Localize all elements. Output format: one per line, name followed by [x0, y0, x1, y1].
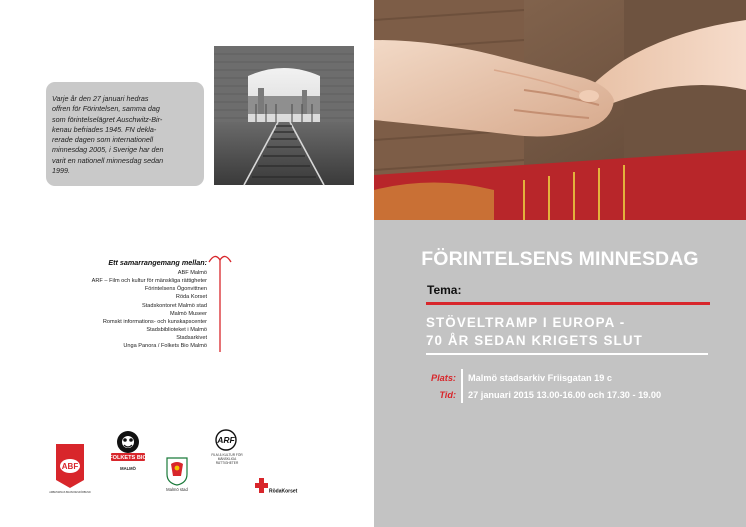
abf-logo [49, 444, 91, 494]
malmo-stad-logo [165, 456, 189, 486]
intro-line: offren för Förintelsen, samma dag [52, 104, 160, 114]
red-bracket-decoration [207, 250, 233, 355]
partner-item: Stadskontoret Malmö stad [142, 302, 207, 309]
roda-korset-logo [255, 478, 298, 496]
partner-item: ARF – Film och kultur för mänskliga rättigheter [91, 278, 207, 285]
arf-logo-text: ARF [217, 435, 235, 445]
intro-line: minnesdag 2005, i Sverige har den [52, 145, 164, 155]
abf-logo-text: ABF [61, 462, 79, 471]
abf-logo-caption: ARBETARNAS BILDNINGSFÖRBUND [49, 491, 91, 494]
theme-label: Tema: [427, 283, 462, 297]
auschwitz-gate-photo [214, 46, 354, 185]
intro-line: kenau befriades 1945. FN dekla- [52, 124, 157, 134]
partner-list [92, 269, 207, 351]
time-label: Tid: [439, 390, 456, 400]
theme-title-line: STÖVELTRAMP I EUROPA - [426, 315, 626, 330]
intro-line: Varje år den 27 januari hedras [52, 94, 149, 103]
intro-line: som förintelselägret Auschwitz-Bir- [52, 114, 163, 124]
event-title: FÖRINTELSENS MINNESDAG [421, 248, 699, 270]
theme-title [426, 314, 643, 349]
partner-item: ABF Malmö [177, 270, 207, 276]
partner-item: Unga Panora / Folkets Bio Malmö [123, 343, 207, 350]
intro-line: 1999. [52, 166, 70, 176]
info-divider-bar [461, 369, 463, 403]
partner-item: Röda Korset [175, 294, 207, 301]
time-value: 27 januari 2015 13.00-16.00 och 17.30 - 19.00 [468, 390, 662, 400]
intro-text [52, 94, 202, 176]
theme-title-line: 70 ÅR SEDAN KRIGETS SLUT [426, 332, 643, 348]
arf-logo [211, 429, 241, 451]
holding-hands-photo [374, 0, 746, 220]
collaboration-title: Ett samarrangemang mellan: [108, 258, 207, 267]
red-divider [426, 302, 710, 305]
partner-item: Förintelsens Ögonvittnen [144, 286, 207, 293]
roda-korset-logo-text: RödaKorset [269, 488, 298, 495]
place-value: Malmö stadsarkiv Friisgatan 19 c [468, 373, 612, 383]
folkets-bio-logo-text: FOLKETS BIO [109, 455, 147, 461]
folkets-bio-city: MALMÖ [120, 466, 136, 471]
folkets-bio-logo [108, 428, 148, 468]
arf-logo-caption: FILM & KULTUR FÖR MÄNSKLIGA RÄTTIGHETER [211, 453, 243, 465]
malmo-stad-caption: Malmö stad [166, 487, 188, 492]
partner-item: Stadsbiblioteket i Malmö [146, 327, 207, 334]
white-divider [426, 353, 708, 355]
partner-item: Romskt informations- och kunskapscenter [102, 318, 207, 325]
partner-item: Stadsarkivet [176, 335, 207, 342]
partner-item: Malmö Museer [170, 310, 207, 317]
place-label: Plats: [430, 373, 456, 383]
intro-line: rerade dagen som internationell [52, 135, 154, 145]
intro-line: varit en nationell minnesdag sedan [52, 155, 164, 165]
